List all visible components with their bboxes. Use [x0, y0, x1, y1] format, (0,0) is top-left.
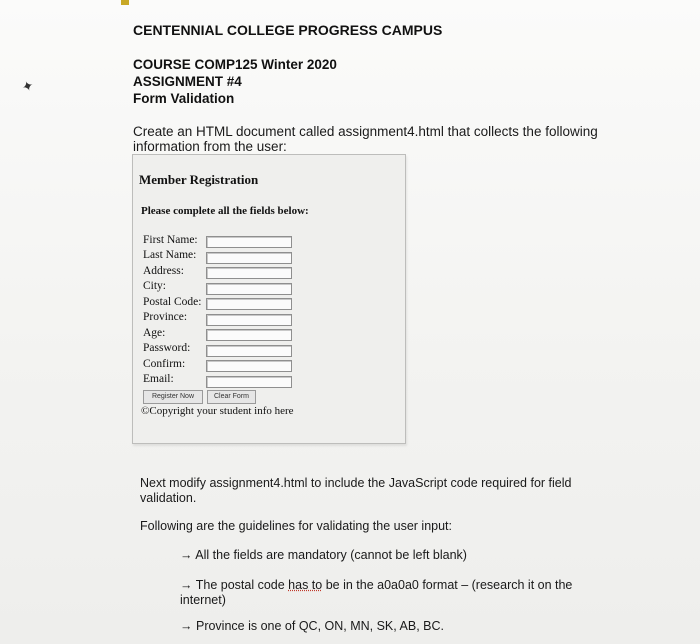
college-title: CENTENNIAL COLLEGE PROGRESS CAMPUS: [133, 22, 443, 38]
intro-paragraph: Create an HTML document called assignment4.html that collects the following information from the user:: [133, 124, 598, 154]
first-name-label: First Name:: [143, 234, 198, 246]
bullet-text: All the fields are mandatory (cannot be left blank): [195, 548, 467, 562]
register-button[interactable]: Register Now: [143, 390, 203, 404]
form-screenshot: [132, 154, 406, 444]
bullet-text-continued: be in the a0a0a0 format – (research it on the internet): [180, 578, 573, 607]
address-label: Address:: [143, 265, 184, 277]
province-label: Province:: [143, 311, 188, 323]
first-name-input[interactable]: [206, 236, 292, 248]
postal-code-input[interactable]: [206, 298, 292, 310]
topic-line: Form Validation: [133, 91, 235, 106]
bullet-province: [180, 619, 620, 634]
spellcheck-underlined-text: has to: [288, 578, 323, 592]
arrow-right-icon: →: [180, 619, 193, 633]
last-name-input[interactable]: [206, 252, 292, 264]
bullet-postal-code: [180, 578, 600, 608]
confirm-label: Confirm:: [143, 358, 186, 370]
binder-tab: [121, 0, 129, 5]
clear-button[interactable]: Clear Form: [207, 390, 256, 404]
password-input[interactable]: [206, 345, 292, 357]
copyright-text: ©Copyright your student info here: [141, 405, 294, 417]
bullet-mandatory: [180, 548, 620, 563]
city-label: City:: [143, 280, 167, 292]
arrow-right-icon: →: [180, 578, 193, 592]
postal-code-label: Postal Code:: [143, 296, 202, 308]
address-input[interactable]: [206, 267, 292, 279]
province-input[interactable]: [206, 314, 292, 326]
course-line: COURSE COMP125 Winter 2020: [133, 57, 337, 72]
password-label: Password:: [143, 342, 191, 354]
age-input[interactable]: [206, 329, 292, 341]
course-heading: [133, 56, 337, 107]
bullet-text: Province is one of QC, ON, MN, SK, AB, BC.: [195, 619, 444, 633]
email-input[interactable]: [206, 376, 292, 388]
bullet-text: The postal code: [195, 578, 289, 592]
assignment-line: ASSIGNMENT #4: [133, 74, 242, 89]
city-input[interactable]: [206, 283, 292, 295]
arrow-right-icon: →: [180, 548, 193, 562]
form-subtitle: Please complete all the fields below:: [141, 205, 309, 217]
modify-paragraph: Next modify assignment4.html to include the JavaScript code required for field validation.: [140, 476, 572, 505]
email-label: Email:: [143, 373, 174, 385]
form-title: Member Registration: [139, 172, 259, 187]
confirm-input[interactable]: [206, 360, 292, 372]
age-label: Age:: [143, 327, 166, 339]
last-name-label: Last Name:: [143, 249, 197, 261]
guidelines-intro: Following are the guidelines for validating the user input:: [140, 519, 452, 533]
pen-mark-icon: ✦: [19, 76, 36, 96]
